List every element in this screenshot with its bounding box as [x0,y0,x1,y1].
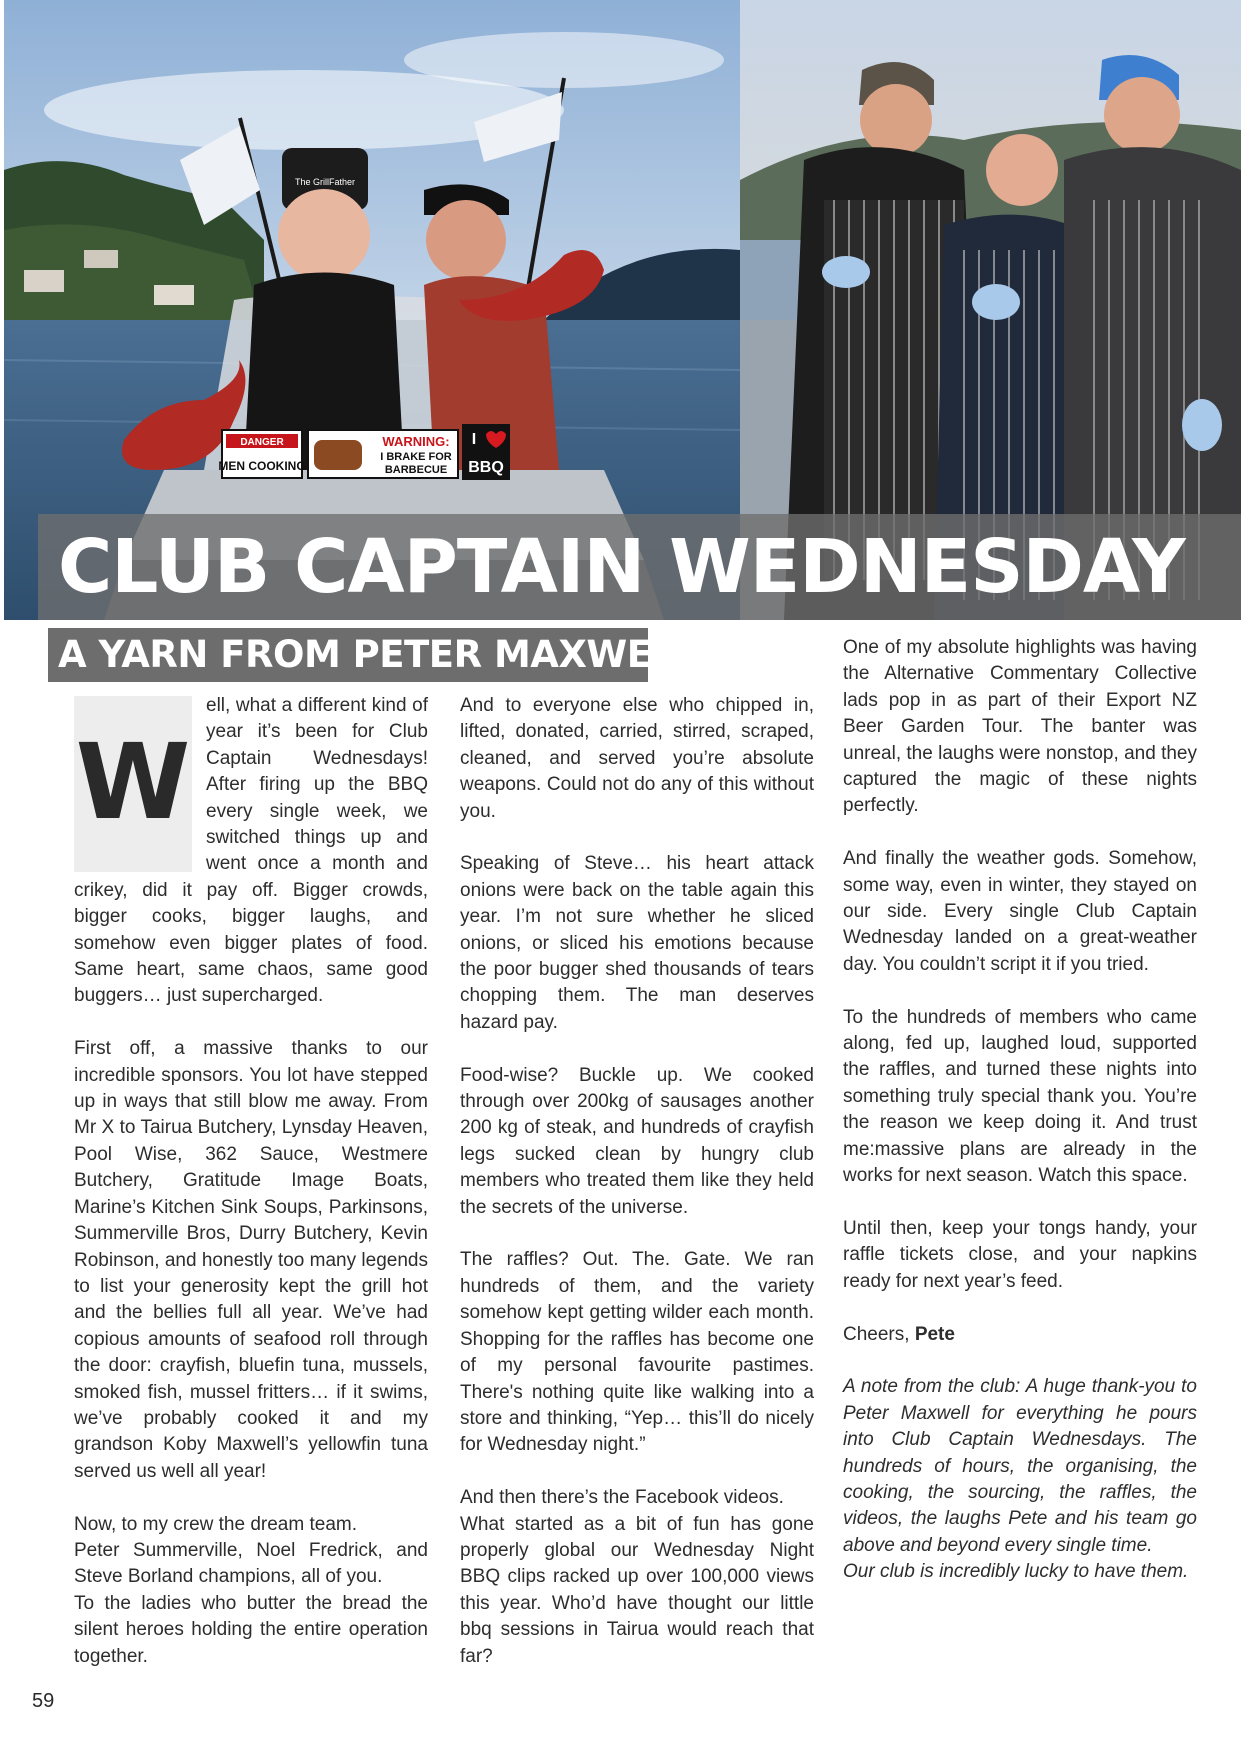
col3-paragraph-4: Until then, keep your tongs handy, your raffle tickets close, and your napkins ready for next year’s feed. [843,1217,1197,1292]
col1-paragraph-2: First off, a massive thanks to our incredible sponsors. You lot have stepped up in ways that still blow me away. From Mr X to Tairua Butchery, Lynsday Heaven, Pool Wise, 362 Sauce, Westmere Butchery, Gratitude Image Boats, Marine’s Kitchen Sink Soups, Parkinsons, Summerville Bros, Durry Butchery, Kevin Robinson, and honestly too many legends to list your generosity kept the grill hot and the bellies full all year. We’ve had copious amounts of seafood roll through the door: crayfish, bluefin tuna, mussels, smoked fish, mussel fritters… if it swims, we’ve probably cooked it and my grandson Koby Maxwell’s yellowfin tuna served us well all year! [74,1038,428,1482]
article-column-1 [74,693,428,1670]
col1-paragraph-3b: Peter Summerville, Noel Fredrick, and Steve Borland champions, all of you. [74,1539,428,1588]
col2-paragraph-5a: And then there’s the Facebook videos. [460,1487,784,1509]
article-subtitle: A YARN FROM PETER MAXWELL [58,633,698,676]
warning-sign [308,430,458,478]
col2-paragraph-1: And to everyone else who chipped in, lifted, donated, carried, stirred, scraped, cleaned, and served you’re absolute weapons. Could not do any of this without you. [460,695,814,822]
col3-paragraph-2: And finally the weather gods. Somehow, some way, even in winter, they stayed on our side. Every single Club Captain Wednesday landed on a great-weather day. You couldn’t script it if you tried. [843,848,1197,975]
col1-paragraph-3a: Now, to my crew the dream team. [74,1513,357,1535]
warning-text: WARNING: [382,434,450,449]
i-love-bbq-sign [462,424,510,480]
brake-text: I BRAKE FOR [380,451,452,463]
club-note-closing: Our club is incredibly lucky to have them. [843,1561,1189,1583]
dropcap-letter: W [75,721,191,843]
article-column-3 [843,635,1197,1586]
col3-paragraph-3: To the hundreds of members who came along, fed up, laughed loud, supported the raffles, and turned these nights into something truly special thank you. You’re the reason we keep doing it. And trust me:massive plans are already in the works for next season. Watch this space. [843,1006,1197,1187]
danger-text: DANGER [240,437,284,448]
col2-paragraph-2: Speaking of Steve… his heart attack onions were back on the table again this year. I’m not sure whether he sliced onions, or sliced his emotions because the poor bugger shed thousands of tears chopping them. The man deserves hazard pay. [460,853,814,1033]
col2-paragraph-3: Food-wise? Buckle up. We cooked through over 200kg of sausages another 200 kg of steak, and hundreds of crayfish legs sucked clean by hungry club members who treated them like they held the secrets of the universe. [460,1064,814,1218]
col1-paragraph-3c: To the ladies who butter the bread the silent heroes holding the entire operation together. [74,1592,428,1667]
bbq-i-text: I [471,431,477,448]
dropcap-box [74,696,192,872]
col2-paragraph-4: The raffles? Out. The. Gate. We ran hundreds of them, and the variety somehow kept getting wilder each month. Shopping for the raffles has become one of my personal favourite pastimes. There's nothing quite like walking into a store and thinking, “Yep… this’ll do nicely for Wednesday night.” [460,1249,814,1456]
col1-p1-text: ell, what a different kind of year it’s been for Club Captain Wednesdays! After firing up the BBQ every single week, we switched things up and went once a month and crikey, did it pay off. Bigger crowds, bigger cooks, bigger laughs, and somehow even bigger plates of food. Same heart, same chaos, same good buggers… just supercharged. [74,695,428,1007]
club-note: A note from the club: A huge thank-you to Peter Maxwell for everything he pours into Club Captain Wednesdays. The hundreds of hours, the organising, the cooking, the sourcing, the raffles, the videos, the laughs Pete and his team go above and beyond every single time. [843,1376,1197,1556]
danger-sign [218,430,305,478]
bbq-text: BBQ [468,459,504,476]
col3-paragraph-1: One of my absolute highlights was having the Alternative Commentary Collective lads pop in as part of their Export NZ Beer Garden Tour. The banter was unreal, the laughs were nonstop, and they captured the magic of these nights perfectly. [843,637,1197,817]
col2-paragraph-5b: What started as a bit of fun has gone properly global our Wednesday Night BBQ clips racked up over 100,000 views this year. Who’d have thought our little bbq sessions in Tairua would reach that far? [460,1513,814,1667]
signoff [843,1322,1197,1348]
signoff-name: Pete [914,1323,955,1345]
page-number: 59 [32,1690,55,1712]
men-cooking-text: MEN COOKING [218,459,306,473]
article-column-2 [460,693,814,1670]
page-title: CLUB CAPTAIN WEDNESDAY [58,524,1185,610]
col1-paragraph-1 [74,693,428,1010]
signoff-cheers: Cheers, [843,1323,910,1345]
barbecue-text: BARBECUE [384,464,448,476]
chef-hat-text: The GrillFather [294,177,356,187]
